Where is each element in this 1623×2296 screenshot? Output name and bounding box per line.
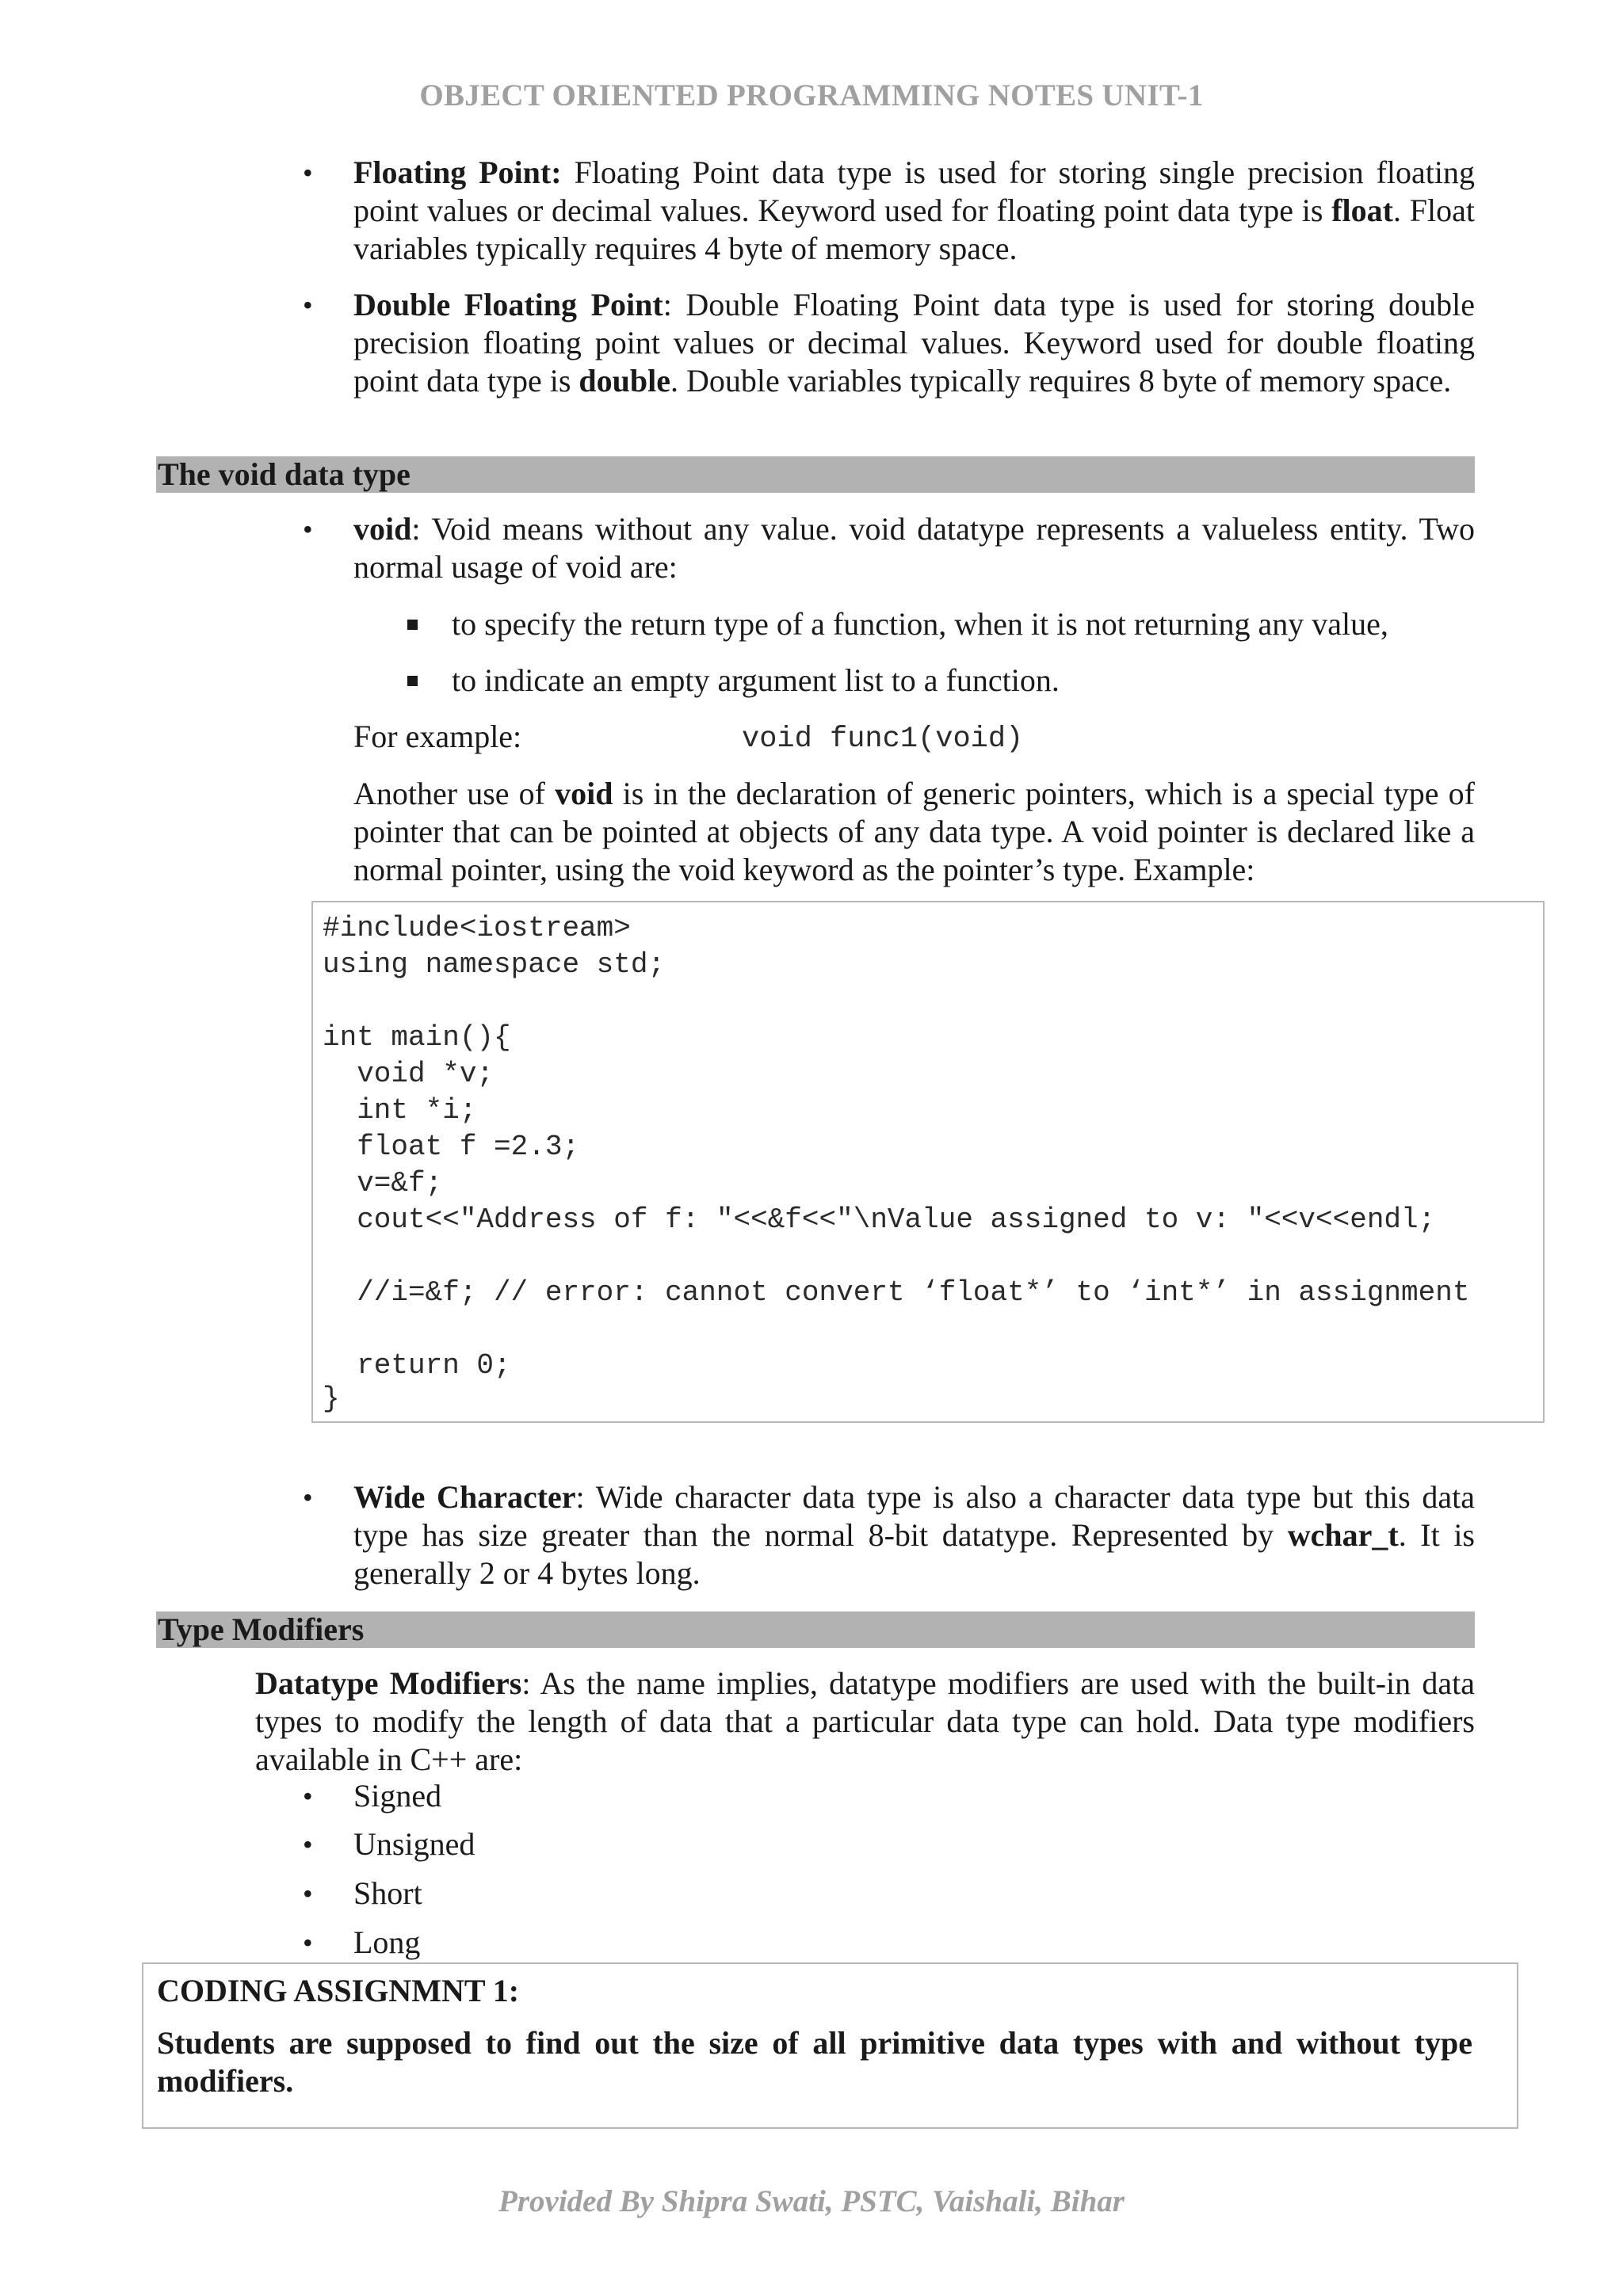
wide-character-term: Wide Character xyxy=(353,1479,576,1515)
wide-character-text-end: . It is generally 2 or 4 bytes long. xyxy=(353,1517,1475,1591)
modifier-item xyxy=(303,1875,1475,1913)
code-line: //i=&f; // error: cannot convert ‘float*’ to ‘int*’ in assignment xyxy=(323,1276,1470,1309)
modifier-label: Long xyxy=(353,1924,421,1960)
modifier-label: Signed xyxy=(353,1778,442,1814)
void-usage-text: to specify the return type of a function, when it is not returning any value, xyxy=(452,606,1388,642)
modifier-item xyxy=(303,1924,1475,1962)
code-line: #include<iostream> xyxy=(323,912,631,944)
example-label: For example: xyxy=(353,719,522,754)
bullet-dot: • xyxy=(303,513,313,545)
floating-point-text-end: . Float variables typically requires 4 byte of memory space. xyxy=(353,193,1476,266)
example-code: void func1(void) xyxy=(742,723,1024,756)
void-term: void xyxy=(353,511,412,547)
void-usage-item xyxy=(452,605,1482,643)
modifier-item xyxy=(303,1825,1475,1863)
void-text: : Void means without any value. void datatype represents a valueless entity. Two normal usage of void are: xyxy=(353,511,1475,585)
floating-point-paragraph xyxy=(353,154,1475,268)
coding-assignment-box xyxy=(142,1962,1518,2129)
wide-character-paragraph xyxy=(353,1478,1475,1592)
code-line: float f =2.3; xyxy=(323,1131,580,1163)
void-usage-text: to indicate an empty argument list to a function. xyxy=(452,662,1060,698)
datatype-modifiers-text: : As the name implies, datatype modifiers are used with the built-in data types to modify the length of data that a particular data type can hold. Data type modifiers available in C++ are: xyxy=(255,1665,1475,1777)
code-line: cout<<"Address of f: "<<&f<<"\nValue assigned to v: "<<v<<endl; xyxy=(323,1203,1436,1236)
generic-pointer-paragraph xyxy=(353,775,1475,889)
datatype-modifiers-term: Datatype Modifiers xyxy=(255,1665,522,1701)
double-keyword: double xyxy=(579,363,671,399)
void-usage-item xyxy=(452,662,1482,700)
modifier-label: Unsigned xyxy=(353,1826,475,1862)
double-paragraph xyxy=(353,286,1475,400)
assignment-text: Students are supposed to find out the size of all primitive data types with and without type modifiers. xyxy=(157,2025,1472,2099)
generic-pointer-text: Another use of xyxy=(353,776,556,811)
code-example-box xyxy=(311,901,1545,1423)
code-line: int *i; xyxy=(323,1094,477,1127)
bullet-void xyxy=(303,510,1475,586)
floating-point-text: Floating Point data type is used for storing single precision floating point values or decimal values. Keyword used for floating point data type is xyxy=(353,154,1475,228)
modifier-label: Short xyxy=(353,1875,422,1911)
code-line: v=&f; xyxy=(323,1167,443,1199)
square-bullet-icon xyxy=(407,620,418,630)
double-text-end: . Double variables typically requires 8 byte of memory space. xyxy=(670,363,1452,399)
code-line: using namespace std; xyxy=(323,948,666,981)
void-keyword: void xyxy=(555,776,613,811)
bullet-floating-point xyxy=(303,154,1476,268)
double-text: : Double Floating Point data type is used for storing double precision floating point values or decimal values. Keyword used for double floating point data type is xyxy=(353,287,1475,399)
bullet-dot: • xyxy=(303,289,313,321)
code-line: int main(){ xyxy=(323,1021,511,1054)
datatype-modifiers-paragraph xyxy=(255,1665,1475,1779)
wchar-keyword: wchar_t xyxy=(1287,1517,1399,1553)
assignment-title: CODING ASSIGNMNT 1: xyxy=(157,1973,520,2008)
double-term: Double Floating Point xyxy=(353,287,663,322)
code-line: void *v; xyxy=(323,1058,495,1090)
bullet-dot: • xyxy=(303,1780,313,1812)
modifier-item xyxy=(303,1777,1475,1815)
square-bullet-icon xyxy=(407,676,418,686)
section-heading-type-modifiers: Type Modifiers xyxy=(156,1611,1475,1648)
bullet-dot: • xyxy=(303,1927,313,1958)
bullet-dot: • xyxy=(303,1829,313,1860)
bullet-dot: • xyxy=(303,157,313,189)
page-footer: Provided By Shipra Swati, PSTC, Vaishali, Bihar xyxy=(498,2184,1125,2218)
bullet-dot: • xyxy=(303,1878,313,1909)
bullet-wide-character xyxy=(303,1478,1476,1592)
float-keyword: float xyxy=(1331,193,1393,228)
void-paragraph xyxy=(353,510,1475,586)
bullet-double-floating-point xyxy=(303,286,1475,400)
bullet-dot: • xyxy=(303,1482,313,1513)
page-header: OBJECT ORIENTED PROGRAMMING NOTES UNIT-1 xyxy=(419,78,1204,113)
floating-point-term: Floating Point: xyxy=(353,154,562,190)
wide-character-text: : Wide character data type is also a character data type but this data type has size greater than the normal 8-bit datatype. Represented by xyxy=(353,1479,1476,1553)
generic-pointer-text-end: is in the declaration of generic pointers, which is a special type of pointer that can be pointed at objects of any data type. A void pointer is declared like a normal pointer, using the void keyword as the pointer’s type. Example: xyxy=(353,776,1475,887)
code-line: return 0; xyxy=(323,1349,511,1382)
section-heading-void: The void data type xyxy=(156,456,1475,493)
code-line: } xyxy=(323,1383,340,1415)
